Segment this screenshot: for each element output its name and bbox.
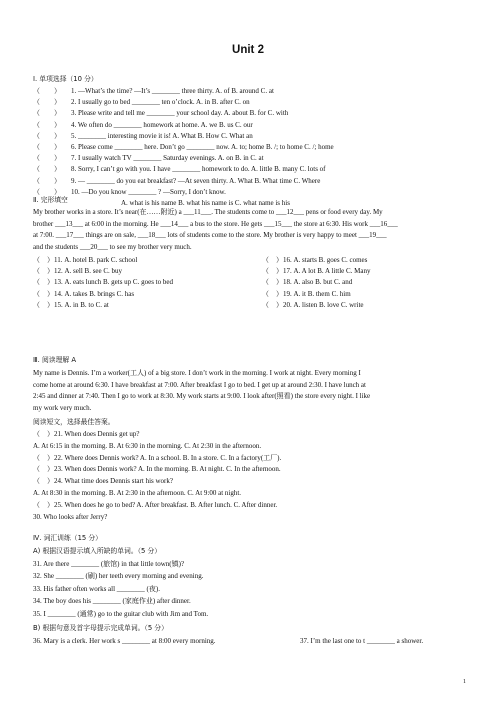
answer-bracket: （ ） xyxy=(33,109,61,118)
question-36: 36. Mary is a clerk. Her work s ________ at 8:00 every morning. xyxy=(33,637,216,645)
option-row: （ ）16. A. starts B. goes C. comes xyxy=(262,256,368,264)
question-line: A. At 8:30 in the morning. B. At 2:30 in the afternoon. C. At 9:00 at night. xyxy=(33,489,242,497)
option-row: （ ）11. A. hotel B. park C. school xyxy=(33,256,138,264)
question-37: 37. I’m the last one to t ________ a shower. xyxy=(300,637,424,645)
question-row xyxy=(33,177,473,186)
question-row xyxy=(33,121,473,130)
passage-line: at 7:00. ___17___ things are on sale, ___18___ lots of students come to the store. My brother is very happy to meet ___19___ xyxy=(33,231,387,239)
question-row xyxy=(33,143,473,152)
question-text: A. what is his name B. what his name is C. what name is his xyxy=(121,199,290,207)
section-3-header: Ⅲ. 阅读理解 A xyxy=(33,356,77,364)
question-line: （ ）25. When does he go to bed? A. After breakfast. B. After lunch. C. After dinner. xyxy=(33,500,278,509)
fill-in-line: 33. His father often works all ________ (夜). xyxy=(33,584,160,593)
option-row: （ ）14. A. takes B. brings C. has xyxy=(33,289,135,298)
passage-line: 2:45 and dinner at 7:40. Then I go to work at 8:30. My work starts at 9:00. I look after(照看) the store every night. I like xyxy=(33,392,371,400)
passage-line: and the students ___20___ to see my brother very much. xyxy=(33,242,192,251)
passage-line: brother ___13___ at 6:00 in the morning. He ___14___ a bus to the store. He gets ___15___ the store at 6:30. His work ___16___ xyxy=(33,219,398,228)
option-row: （ ）20. A. listen B. love C. write xyxy=(262,300,364,309)
answer-bracket: （ ） xyxy=(33,131,61,140)
section-4b-instruction: B) 根据句意及首字母提示完成单词。（5 分） xyxy=(33,624,168,632)
option-row: （ ）19. A. it B. them C. him xyxy=(262,289,351,298)
fill-in-line: 32. She ________ (刷) her teeth every morning and evening. xyxy=(33,572,204,581)
answer-bracket: （ ） xyxy=(33,143,61,151)
answer-bracket: （ ） xyxy=(33,176,61,185)
question-row xyxy=(33,98,473,107)
question-line: （ ）22. Where does Dennis work? A. In a school. B. In a store. C. In a factory(工厂). xyxy=(33,453,282,462)
question-line: 30. Who looks after Jerry? xyxy=(33,512,108,521)
question-line: （ ）23. When does Dennis work? A. In the morning. B. At night. C. In the afternoon. xyxy=(33,465,281,474)
question-line: （ ）21. When does Dennis get up? xyxy=(33,430,140,438)
question-text: 9. — ________ do you eat breakfast? —At seven thirty. A. What B. What time C. Where xyxy=(71,176,321,185)
question-text: 1. —What’s the time? —It’s ________ three thirty. A. of B. around C. at xyxy=(71,87,274,95)
passage-line: come home at around 6:30. I have breakfast at 7:00. After breakfast I go to bed. I get up at around 2:30. I have lunch at xyxy=(33,380,366,389)
question-text: 3. Please write and tell me ________ your school day. A. about B. for C. with xyxy=(71,109,289,118)
question-text: 5. ________ interesting movie it is! A. What B. How C. What an xyxy=(71,131,253,140)
question-text: 8. Sorry, I can’t go with you. I have ________ homework to do. A. little B. many C. lots of xyxy=(71,165,326,174)
section-3-instruction: 阅读短文，选择最佳答案。 xyxy=(33,418,115,426)
question-text: 6. Please come ________ here. Don’t go ________ now. A. to; home B. /; to home C. /; home xyxy=(71,143,334,151)
option-row: （ ）13. A. eats lunch B. gets up C. goes to bed xyxy=(33,278,173,287)
page-number: 1 xyxy=(463,679,466,685)
question-text: 2. I usually go to bed ________ ten o’clock. A. in B. after C. on xyxy=(71,98,250,107)
answer-bracket: （ ） xyxy=(33,187,61,196)
question-text: 7. I usually watch TV ________ Saturday evenings. A. on B. in C. at xyxy=(71,154,264,163)
section-2-header: Ⅱ. 完形填空 xyxy=(33,196,68,204)
question-text: 4. We often do ________ homework at home. A. we B. us C. our xyxy=(71,120,253,129)
question-row xyxy=(33,165,473,174)
answer-bracket: （ ） xyxy=(33,87,61,95)
question-line: A. At 6:15 in the morning. B. At 6:30 in the morning. C. At 2:30 in the afternoon. xyxy=(33,441,262,450)
passage-line: My name is Dennis. I’m a worker(工人) of a big store. I don’t work in the morning. I work at night. Every morning I xyxy=(33,369,361,377)
option-row: （ ）15. A. in B. to C. at xyxy=(33,300,109,309)
answer-bracket: （ ） xyxy=(33,154,61,163)
section-4-header: Ⅳ. 词汇训练（15 分） xyxy=(33,534,102,542)
option-row: （ ）12. A. sell B. see C. buy xyxy=(33,267,123,276)
fill-in-line: 31. Are there ________ (旅馆) in that little town(镇)? xyxy=(33,560,185,568)
section-1-header: Ⅰ. 单项选择（10 分） xyxy=(33,75,98,83)
answer-bracket: （ ） xyxy=(33,120,61,129)
question-row xyxy=(33,87,473,96)
question-line: （ ）24. What time does Dennis start his work? xyxy=(33,477,173,486)
option-row: （ ）18. A. also B. but C. and xyxy=(262,278,353,287)
question-text: 10. —Do you know ________ ? —Sorry, I don’t know. xyxy=(71,187,226,196)
fill-in-line: 35. I ________ (通常) go to the guitar club with Jim and Tom. xyxy=(33,609,209,618)
answer-bracket: （ ） xyxy=(33,98,61,107)
passage-line: my work very much. xyxy=(33,403,92,412)
section-4a-instruction: A) 根据汉语提示填入所缺的单词。（5 分） xyxy=(33,547,162,555)
option-row: （ ）17. A. A lot B. A little C. Many xyxy=(262,267,371,276)
question-row xyxy=(33,132,473,141)
page-title: Unit 2 xyxy=(232,44,264,56)
passage-line: My brother works in a store. It’s near(在……附近) a ___11___. The students come to ___12___ pens or food every day. My xyxy=(33,208,383,216)
question-row xyxy=(33,154,473,163)
answer-bracket: （ ） xyxy=(33,165,61,174)
question-row xyxy=(33,109,473,118)
fill-in-line: 34. The boy does his ________ (家庭作业) after dinner. xyxy=(33,597,191,606)
